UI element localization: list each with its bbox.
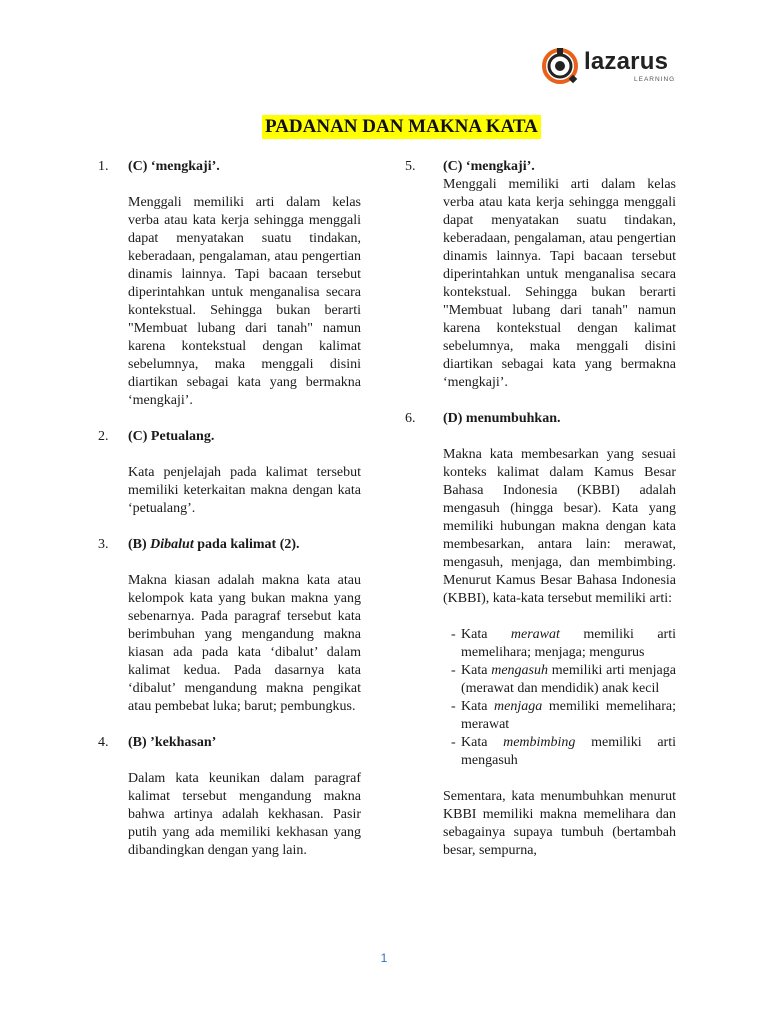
list-item: - Kata menjaga memiliki memelihara; merawat bbox=[451, 699, 676, 732]
logo-tagline: LEARNING bbox=[634, 76, 676, 83]
item-body: Makna kata membesarkan yang sesuai konteks kalimat dalam Kamus Besar Bahasa Indonesia (KBBI) adalah mengasuh (hingga besar). Kata yang memiliki hubungan makna dengan kata membesarkan, antara lain: merawat, mengasuh, menjaga, dan membimbing. Menurut Kamus Besar Bahasa Indonesia (KBBI), kata-kata tersebut memiliki arti: bbox=[443, 447, 676, 606]
item-body: Dalam kata keunikan dalam paragraf kalimat tersebut mengandung makna bahwa artinya adalah kekhasan. Pasir putih yang ada memiliki kekhasan yang dibandingkan dengan yang lain. bbox=[128, 771, 361, 858]
list-item: - Kata membimbing memiliki arti mengasuh bbox=[451, 735, 676, 768]
item-number: 2. bbox=[98, 429, 109, 444]
answer-item-2 bbox=[98, 428, 361, 518]
item-closing: Sementara, kata menumbuhkan menurut KBBI memiliki makna memelihara dan sebagainya supaya tumbuh (bertambah besar, sempurna, bbox=[443, 789, 676, 858]
list-item: - Kata merawat memiliki arti memelihara; menjaga; mengurus bbox=[451, 627, 676, 660]
item-heading: (C) ‘mengkaji’. bbox=[128, 159, 220, 174]
right-column bbox=[405, 158, 676, 860]
item-number: 1. bbox=[98, 159, 109, 174]
logo bbox=[540, 46, 675, 90]
heading-emphasis: Dibalut bbox=[150, 537, 194, 552]
item-body: Kata penjelajah pada kalimat tersebut memiliki keterkaitan makna dengan kata ‘petualang’. bbox=[128, 465, 361, 516]
item-number: 4. bbox=[98, 735, 109, 750]
page-number: 1 bbox=[380, 951, 388, 965]
item-number: 6. bbox=[405, 411, 416, 426]
item-heading: (C) Petualang. bbox=[128, 429, 215, 444]
item-number: 5. bbox=[405, 159, 416, 174]
item-body: Makna kiasan adalah makna kata atau kelompok kata yang bukan makna yang sebenarnya. Pada paragraf tersebut kata berimbuhan yang mengandung makna kiasan ada pada kata ‘dibalut’ dalam kalimat kedua. Pada dasarnya kata ‘dibalut’ mengandung makna pengikat atau pembebat luka; barut; pembungkus. bbox=[128, 573, 361, 714]
list-item: - Kata mengasuh memiliki arti menjaga (merawat dan mendidik) anak kecil bbox=[451, 663, 676, 696]
item-heading: (C) ‘mengkaji’. bbox=[443, 159, 535, 174]
page-title: PADANAN DAN MAKNA KATA bbox=[262, 115, 541, 139]
left-column bbox=[98, 158, 361, 860]
item-body: Menggali memiliki arti dalam kelas verba atau kata kerja sehingga menggali dapat menyatakan suatu tindakan, keberadaan, pengalaman, atau pengertian dinamis lainnya. Tapi bacaan tersebut diperintahkan untuk menganalisa secara kontekstual. Sehingga bukan berarti "Membuat lubang dari tanah" namun karena kontekstual dengan kalimat sebelumnya, maka menggali disini diartikan sebagai kata yang bermakna ‘mengkaji’. bbox=[128, 195, 361, 408]
logo-brand-text: lazarus bbox=[584, 48, 669, 75]
answer-item-4 bbox=[98, 734, 361, 860]
item-heading: (B) Dibalut pada kalimat (2). bbox=[128, 537, 300, 552]
item-heading: (B) ’kekhasan’ bbox=[128, 735, 217, 750]
item-body: Menggali memiliki arti dalam kelas verba atau kata kerja sehingga menggali dapat menyatakan suatu tindakan, keberadaan, pengalaman, atau pengertian dinamis lainnya. Tapi bacaan tersebut diperintahkan untuk menganalisa secara kontekstual. Sehingga bukan berarti "Membuat lubang dari tanah" namun karena kontekstual dengan kalimat sebelumnya, maka menggali disini diartikan sebagai kata yang bermakna ‘mengkaji’. bbox=[443, 177, 676, 390]
answer-item-3 bbox=[98, 536, 361, 716]
item-heading: (D) menumbuhkan. bbox=[443, 411, 561, 426]
answer-item-1 bbox=[98, 158, 361, 410]
answer-item-6 bbox=[405, 410, 676, 860]
definition-list bbox=[443, 626, 676, 770]
item-number: 3. bbox=[98, 537, 109, 552]
lazarus-emblem-icon bbox=[540, 46, 580, 86]
answer-item-5 bbox=[405, 158, 676, 392]
